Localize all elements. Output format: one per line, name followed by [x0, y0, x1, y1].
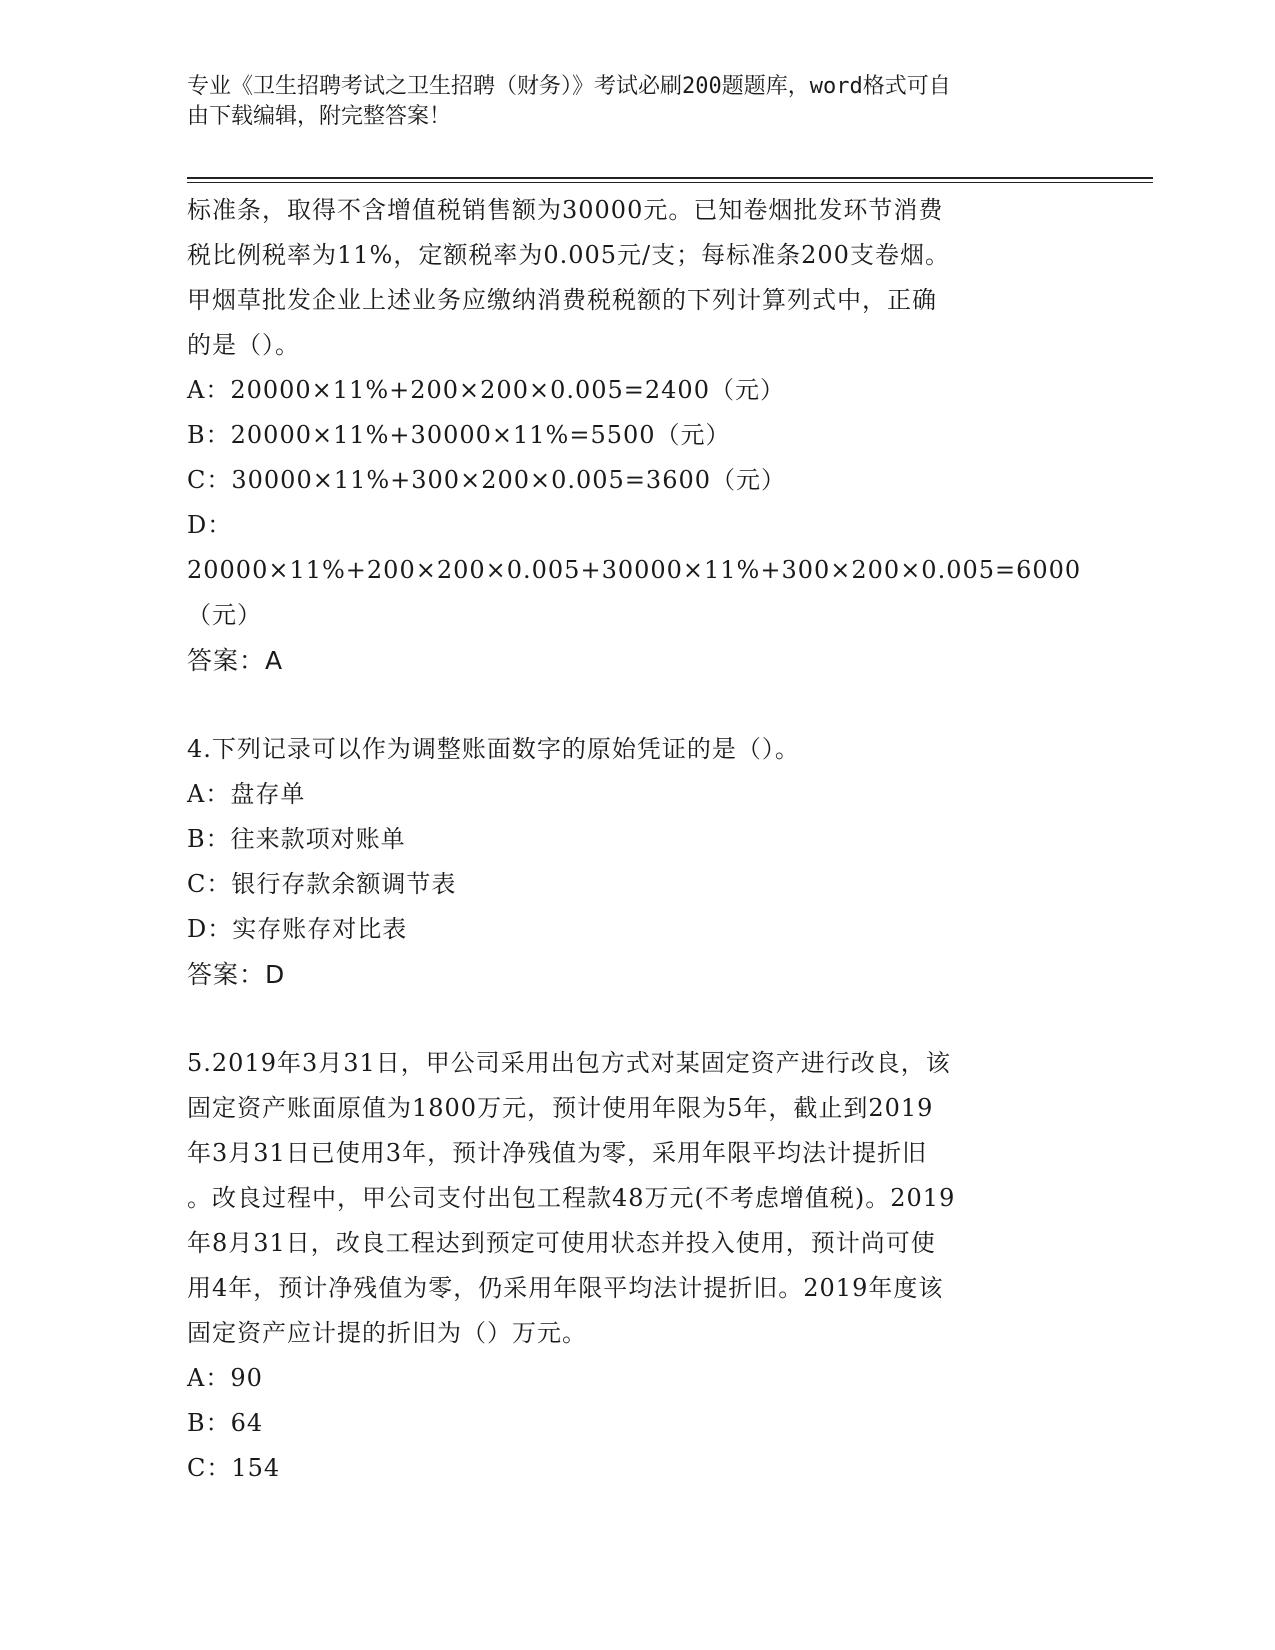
question-4 [187, 727, 1087, 997]
option-d: D：实存账存对比表 [187, 915, 408, 943]
question-stem-line: 甲烟草批发企业上述业务应缴纳消费税税额的下列计算列式中，正确 [187, 286, 937, 314]
question-stem-line: 用4年，预计净残值为零，仍采用年限平均法计提折旧。2019年度该 [187, 1274, 944, 1302]
question-stem-line: 固定资产账面原值为1800万元，预计使用年限为5年，截止到2019 [187, 1094, 934, 1122]
question-stem-line: 的是（）。 [187, 331, 300, 359]
option-c: C：154 [187, 1454, 281, 1482]
question-stem: 4.下列记录可以作为调整账面数字的原始凭证的是（）。 [187, 735, 800, 763]
option-a: A：20000×11%+200×200×0.005=2400（元） [187, 376, 785, 404]
option-b: B：往来款项对账单 [187, 825, 406, 853]
answer-label: 答案：A [187, 646, 284, 675]
spacer [187, 683, 1087, 727]
question-5 [187, 1041, 1087, 1491]
header-line: 由下载编辑，附完整答案！ [187, 104, 452, 129]
question-stem-line: 年3月31日已使用3年，预计净残值为零，采用年限平均法计提折旧 [187, 1139, 928, 1167]
option-c: C：银行存款余额调节表 [187, 870, 457, 898]
header-divider [187, 177, 1153, 183]
option-b: B：64 [187, 1409, 264, 1437]
option-b: B：20000×11%+30000×11%=5500（元） [187, 421, 731, 449]
question-stem-line: 固定资产应计提的折旧为（）万元。 [187, 1319, 587, 1347]
header-line: 专业《卫生招聘考试之卫生招聘（财务）》考试必刷200题题库，word格式可自 [187, 74, 951, 99]
spacer [187, 997, 1087, 1041]
question-stem-line: 年8月31日，改良工程达到预定可使用状态并投入使用，预计尚可使 [187, 1229, 936, 1257]
question-3 [187, 188, 1087, 683]
option-d: D：20000×11%+200×200×0.005+30000×11%+300×200×0.005=6000 [187, 511, 1082, 584]
question-stem-line: 5.2019年3月31日，甲公司采用出包方式对某固定资产进行改良，该 [187, 1049, 951, 1077]
answer-label: 答案：D [187, 960, 286, 989]
option-d-continued: （元） [187, 601, 262, 629]
document-body [187, 188, 1087, 1491]
question-stem-line: 税比例税率为11%，定额税率为0.005元/支；每标准条200支卷烟。 [187, 241, 950, 269]
option-c: C：30000×11%+300×200×0.005=3600（元） [187, 466, 787, 494]
question-stem-line: 。改良过程中，甲公司支付出包工程款48万元(不考虑增值税)。2019 [187, 1184, 956, 1212]
page-header [187, 72, 1067, 132]
question-stem-line: 标准条，取得不含增值税销售额为30000元。已知卷烟批发环节消费 [187, 196, 944, 224]
option-a: A：90 [187, 1364, 263, 1392]
option-a: A：盘存单 [187, 780, 306, 808]
